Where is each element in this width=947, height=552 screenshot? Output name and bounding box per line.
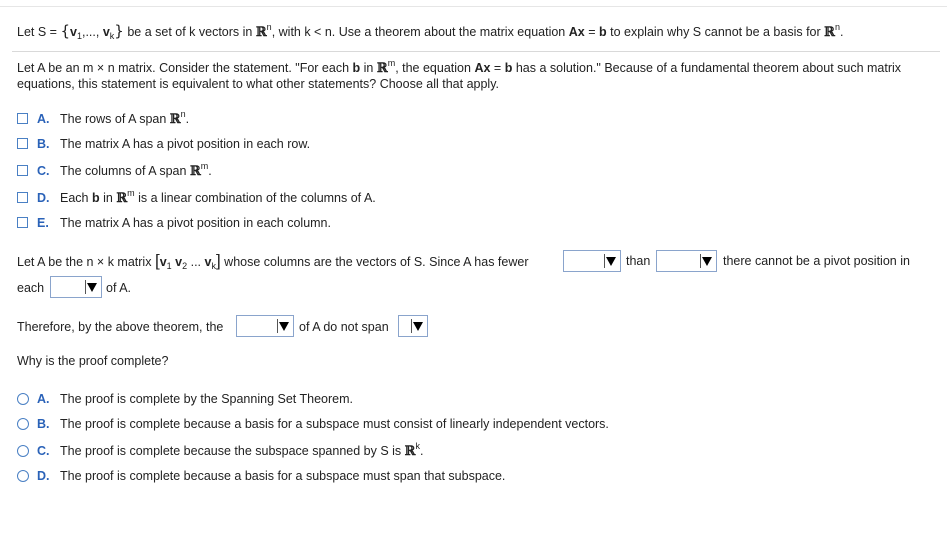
checkbox-c[interactable] xyxy=(17,165,28,176)
checkbox-a[interactable] xyxy=(17,113,28,124)
right-brace: } xyxy=(114,22,124,40)
question-text: Let $S = \{v_1$,..., $v_k$} be a set of k vectors in ℝ$^n$, with k < n. Use a theorem about the matrix equation Ax = b to explain why S cannot be a basis for ℝ$^n$. xyxy=(17,22,844,41)
radio-b[interactable] xyxy=(17,418,29,430)
chevron-down-icon xyxy=(700,254,714,268)
checkbox-e[interactable] xyxy=(17,217,28,228)
why-question: Why is the proof complete? xyxy=(17,354,169,368)
intro-line-1: Let A be an m × n matrix. Consider the statement. "For each b in ℝ$^m$, the equation Ax = b has a solution." Because of a fundamental theorem about such matrix xyxy=(17,58,902,76)
fill-line-1-text: Let A be the n × k matrix [$v_1$ $v_2$ ... $v_k$] whose columns are the vectors of S. Since A has fewer xyxy=(17,251,529,271)
radio-a[interactable] xyxy=(17,393,29,405)
chevron-down-icon xyxy=(277,319,291,333)
chevron-down-icon xyxy=(411,319,425,333)
left-brace: { xyxy=(60,22,70,40)
dropdown-span[interactable] xyxy=(398,315,428,337)
dropdown-than[interactable] xyxy=(656,250,717,272)
dropdown-therefore[interactable] xyxy=(236,315,294,337)
chevron-down-icon xyxy=(604,254,618,268)
dropdown-each[interactable] xyxy=(50,276,102,298)
radio-c[interactable] xyxy=(17,445,29,457)
intro-line-2: equations, this statement is equivalent to what other statements? Choose all that apply. xyxy=(17,77,499,91)
chevron-down-icon xyxy=(85,280,99,294)
checkbox-b[interactable] xyxy=(17,138,28,149)
checkbox-d[interactable] xyxy=(17,192,28,203)
top-border xyxy=(0,0,947,7)
radio-d[interactable] xyxy=(17,470,29,482)
dropdown-fewer[interactable] xyxy=(563,250,621,272)
divider xyxy=(12,51,940,52)
